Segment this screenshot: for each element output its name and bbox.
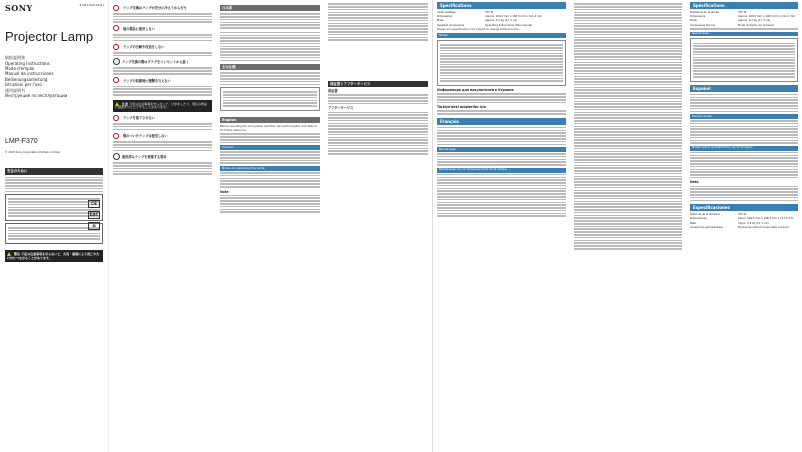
safety-item: 傷のついたランプは使用しない bbox=[113, 132, 212, 139]
prohibited-icon bbox=[113, 133, 119, 139]
warranty-heading: 保証書 bbox=[328, 89, 338, 94]
french-specs-page bbox=[686, 0, 802, 452]
spec-row: Mass Approx. 0.3 kg (11 ⅞ oz) bbox=[437, 19, 518, 23]
spec-row: Accesorios suministrados Manual de instrucciones (este manual) bbox=[690, 225, 789, 229]
safety-item: 他の製品に使用しない bbox=[113, 25, 212, 32]
spec-row: Dimensiones Aprox. 106.5 mm x 148.3 mm x 111.2 mm bbox=[690, 217, 794, 221]
safety-item: ランプ交換はランプが充分に冷えてから行う bbox=[113, 4, 212, 11]
spanish-lamp-notes-heading: Notas sobre la sustitución de la lámpara bbox=[690, 146, 798, 151]
spanish-precautions-heading: Precauciones bbox=[690, 114, 798, 119]
language-item: Инструкция по эксплуатации bbox=[5, 92, 68, 98]
spec-row: Puissance de la lampe 370 W bbox=[690, 11, 747, 14]
safety-item: ランプの分解や改造をしない bbox=[113, 43, 212, 50]
design-note: Design and specifications are subject to change without notice. bbox=[437, 27, 520, 31]
spec-row: Dimensions Approx. 106.5 mm x 148.3 mm x 111.2 mm bbox=[690, 15, 796, 19]
language-list bbox=[5, 55, 103, 98]
prohibited-icon bbox=[113, 77, 119, 83]
spec-row: Supplied accessories Operating Instructions (this manual) bbox=[437, 23, 533, 27]
english-heading: English bbox=[220, 117, 320, 123]
spec-row: Poids Approx. 0.3 kg (11 ⅞ oz) bbox=[690, 19, 771, 23]
weee-bin-icon: ⊠ bbox=[88, 222, 100, 230]
specifications-page bbox=[432, 0, 570, 452]
prohibited-icon bbox=[113, 115, 119, 121]
warning-banner-text: 警告 下記の注意事項を守らないと、火災・感電により死亡や大けがにつながることがあります。 bbox=[7, 251, 100, 260]
certification-marks bbox=[88, 200, 102, 233]
spec-row: Dimensions Approx. 106.5 mm x 148.3 mm x 111.2 mm bbox=[437, 15, 543, 19]
notes-heading: Notes bbox=[437, 33, 566, 38]
prohibited-icon bbox=[113, 5, 119, 11]
eac-mark-icon: EAC bbox=[89, 212, 99, 217]
document-title: Projector Lamp bbox=[5, 29, 94, 44]
spec-row: Potencia de la lámpara 370 W bbox=[690, 213, 747, 217]
safety-item: ランプの収納時に衝撃を与えない bbox=[113, 77, 212, 84]
english-note-heading: Note bbox=[220, 189, 229, 194]
turkish-info-heading: Türkiye'deki müşteriler için bbox=[437, 105, 487, 110]
spec-row: Accessoires fournis Mode d'emploi (ce manuel) bbox=[690, 23, 774, 27]
spec-row: Peso Aprox. 0.3 kg (11 ⅞ oz) bbox=[690, 221, 769, 225]
warning-banner bbox=[5, 250, 103, 263]
safety-item: 使用済みランプを廃棄する場合 bbox=[113, 153, 212, 160]
french-lamp-replacement-heading: Remarques sur le remplacement de la lampe bbox=[437, 168, 566, 173]
language-item: Operating Instructions bbox=[5, 60, 50, 66]
specifications-heading: Specifications bbox=[437, 2, 566, 9]
spanish-note-heading: Nota bbox=[690, 180, 699, 185]
french-remarks-box bbox=[690, 38, 798, 81]
japanese-note-box bbox=[220, 87, 320, 111]
japanese-safety-page bbox=[108, 0, 216, 452]
french-remarks-heading: Remarques bbox=[437, 147, 566, 152]
service-heading: アフターサービス bbox=[328, 106, 354, 111]
japanese-heading: 日本語 bbox=[220, 5, 320, 11]
french-page bbox=[570, 0, 686, 452]
spanish-specs-heading: Especificaciones bbox=[690, 204, 798, 211]
russian-info-heading: Информация для покупателей в Украине bbox=[437, 88, 514, 93]
after-service-heading: 保証書とアフターサービス bbox=[328, 81, 428, 87]
japanese-specs-heading: 主な仕様 bbox=[220, 64, 320, 70]
spanish-heading: Español bbox=[690, 85, 798, 92]
language-item: Bedienungsanleitung bbox=[5, 76, 48, 82]
english-intro: Before operating the unit, please read this manual thoroughly and retain it for future reference. bbox=[220, 125, 318, 132]
caution-banner: 注意 下記の注意事項を守らないと、けがをしたり、周辺の物品に損害を与えたりすることがあります。 bbox=[113, 100, 212, 113]
part-number: 4-591-042-01(1) bbox=[79, 3, 104, 7]
after-service-page bbox=[324, 0, 432, 452]
spec-row: Lamp wattage 370 W bbox=[437, 11, 494, 14]
model-number: LMP-F370 bbox=[5, 138, 38, 146]
english-caution-heading: Caution bbox=[220, 145, 320, 150]
prohibited-icon bbox=[113, 44, 119, 50]
notes-box bbox=[437, 40, 566, 86]
french-specs-heading: Spécifications bbox=[690, 2, 798, 9]
plug-icon bbox=[113, 58, 120, 65]
safety-item: ランプ交換の際はプラグをコンセントから抜く bbox=[113, 58, 212, 65]
cover-page bbox=[0, 0, 108, 452]
french-specs-remarks-heading: Remarques bbox=[690, 32, 798, 37]
english-replacing-heading: Notes on replacing the lamp bbox=[220, 166, 320, 171]
french-heading: Français bbox=[437, 118, 566, 125]
japanese-instructions-page bbox=[216, 0, 324, 452]
ce-mark-icon: CE bbox=[88, 200, 100, 208]
safety-text-block bbox=[5, 177, 103, 193]
safety-item: ランプを落下させない bbox=[113, 114, 212, 121]
sony-logo: SONY bbox=[5, 3, 33, 13]
language-item: 取扱説明書 bbox=[5, 55, 25, 61]
safety-heading: 安全のために bbox=[5, 168, 103, 174]
recycle-icon bbox=[113, 153, 120, 160]
language-item: Manual de instrucciones bbox=[5, 71, 54, 77]
language-item: Istruzioni per l'uso bbox=[5, 82, 42, 88]
copyright: © 2015 Sony Corporation Printed in China bbox=[5, 151, 60, 155]
language-item: 使用说明书 bbox=[5, 87, 25, 93]
prohibited-icon bbox=[113, 25, 119, 31]
language-item: Mode d'emploi bbox=[5, 66, 35, 72]
